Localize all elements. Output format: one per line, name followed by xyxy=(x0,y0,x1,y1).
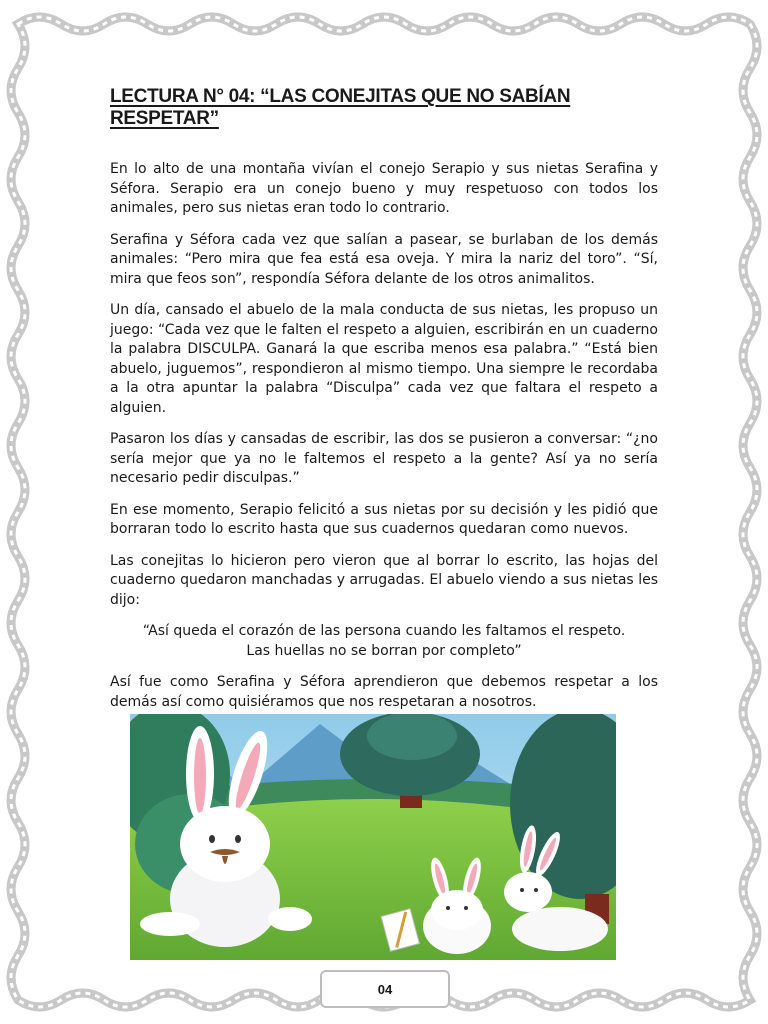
paragraph: Serafina y Séfora cada vez que salían a pasear, se burlaban de los demás animales: “Pero mira que fea está esa oveja. Y mira la nariz del toro”. “Sí, mira que feos son”, respondía Séfora delante de los otros animalitos. xyxy=(110,231,658,287)
closing-paragraph: Así fue como Serafina y Séfora aprendieron que debemos respetar a los demás así como quisiéramos que nos respetaran a nosotros. xyxy=(110,674,658,710)
paragraph: En lo alto de una montaña vivían el conejo Serapio y sus nietas Serafina y Séfora. Serapio era un conejo bueno y muy respetuoso con todos los animales, pero sus nietas eran todo lo contrario. xyxy=(110,161,658,216)
reading-title: LECTURA N° 04: “LAS CONEJITAS QUE NO SABÍAN RESPETAR” xyxy=(110,86,571,129)
paragraph: Pasaron los días y cansadas de escribir, las dos se pusieron a conversar: “¿no sería mejor que ya no le faltemos el respeto a la gente? Así ya no sería necesario pedir disculpas.” xyxy=(110,431,658,486)
story-text xyxy=(110,160,658,724)
paragraph: Las conejitas lo hicieron pero vieron que al borrar lo escrito, las hojas del cuaderno quedaron manchadas y arrugadas. El abuelo viendo a sus nietas les dijo: xyxy=(110,552,658,608)
page-number-box xyxy=(320,970,450,1008)
rabbits-illustration xyxy=(130,714,616,960)
paragraph: En ese momento, Serapio felicitó a sus nietas por su decisión y les pidió que borraran todo lo escrito hasta que sus cuadernos quedaran como nuevos. xyxy=(110,501,658,537)
paragraph: Un día, cansado el abuelo de la mala conducta de sus nietas, les propuso un juego: “Cada vez que le falten el respeto a alguien, escribirán en un cuaderno la palabra DISCULPA. Ganará la que escriba menos esa palabra.” “Está bien abuelo, juguemos”, respondieron al mismo tiempo. Una siempre le recordaba a la otra apuntar la palabra “Disculpa” cada vez que faltara el respeto a alguien. xyxy=(110,302,658,416)
grandfather-quote: “Así queda el corazón de las persona cuando les faltamos el respeto. Las huellas no se borran por completo” xyxy=(142,623,626,659)
page-number: 04 xyxy=(377,981,393,997)
